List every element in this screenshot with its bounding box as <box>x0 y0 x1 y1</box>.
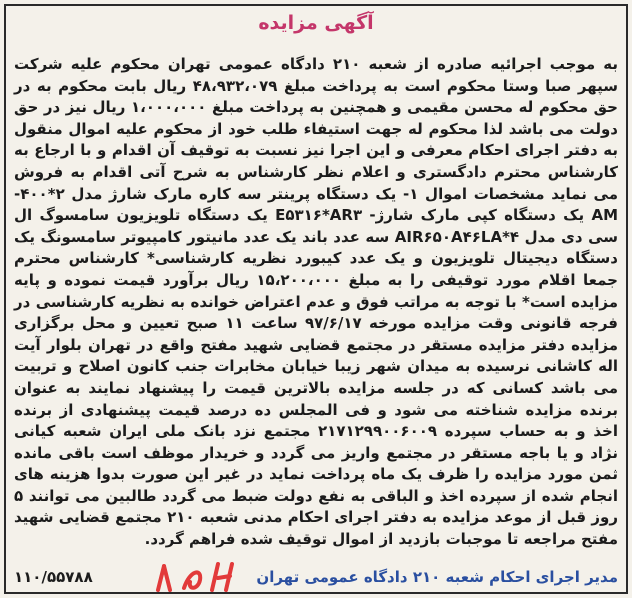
notice-body: به موجب اجرائیه صادره از شعبه ۲۱۰ دادگاه عمومی تهران محکوم علیه شرکت سپهر صبا وستا محکوم است به پرداخت مبلغ ۴۸،۹۳۲،۰۷۹ ریال بابت محکوم به در حق محکوم له محسن مقیمی و همچنین به پرداخت مبلغ ۱،۰۰۰،۰۰۰ ریال نیز در حق دولت می باشد لذا محکوم له جهت استیفاء طلب خود از محکوم علیه اموال منقول به دفتر اجرای احکام معرفی و این اجرا نیز نسبت به توقیف آن اقدام و با ارجاع به کارشناس محترم دادگستری و اعلام نظر کارشناس به شرح آتی اقدام به فروش می نماید مشخصات اموال ۱- یک دستگاه پرینتر سه کاره مارک شارژ مدل ۲*۴۰۰-AM یک دستگاه کپی مارک شارژ- E۵۳۱۶*AR۳ یک دستگاه تلویزیون سامسوگ ال سی دی مدل ۴*AIR۶۵۰A۴۶LA سه عدد باند یک عدد مانیتور کامپیوتر سامسونگ یک دستگاه دیجیتال تلویزیون و یک عدد کیبورد نظریه کارشناسی* کارشناس محترم جمعا اقلام مورد توقیفی را به مبلغ ۱۵،۲۰۰،۰۰۰ ریال برآورد قیمت نموده و پایه مزایده است* با توجه به مراتب فوق و عدم اعتراض خوانده به نظریه کارشناسی در فرجه قانونی وقت مزایده مورخه ۹۷/۶/۱۷ ساعت ۱۱ صبح تعیین و محل برگزاری مزایده دفتر مزایده مستقر در مجتمع قضایی شهید مفتح واقع در تهران بلوار آیت اله کاشانی نرسیده به میدان شهر زیبا خیابان مخابرات جنب کانون اصلاح و تربیت می باشد کسانی که در جلسه مزایده بالاترین قیمت را پیشنهاد نمایند به عنوان برنده مزایده شناخته می شود و فی المجلس ده درصد قیمت پیشنهادی از برنده اخذ و به حساب سپرده ۲۱۷۱۲۹۹۰۰۶۰۰۹ مجتمع نزد بانک ملی ایران شعبه کیانی نژاد و یا باجه مستقر در مجتمع واریز می گردد و خریدار موظف است باقی مانده ثمن مورد مزایده را ظرف یک ماه پرداخت نماید در غیر این صورت بدوا هزینه های انجام شده از سپرده اخذ و الباقی به نفع دولت ضبط می گردد طالبین می توانند ۵ روز قبل از موعد مزایده به دفتر اجرای احکام مدنی شعبه ۲۱۰ مجتمع قضایی شهید مفتح مراجعه تا موجبات بازدید از اموال توقیف شده فراهم گردد. <box>14 55 619 549</box>
notice-footer <box>14 568 618 590</box>
notice-title: آگهی مزایده <box>258 12 374 34</box>
signature-line: مدیر اجرای احکام شعبه ۲۱۰ دادگاه عمومی تهران <box>256 568 618 586</box>
registration-code: ۱۱۰/۵۵۷۸۸ <box>14 568 93 586</box>
